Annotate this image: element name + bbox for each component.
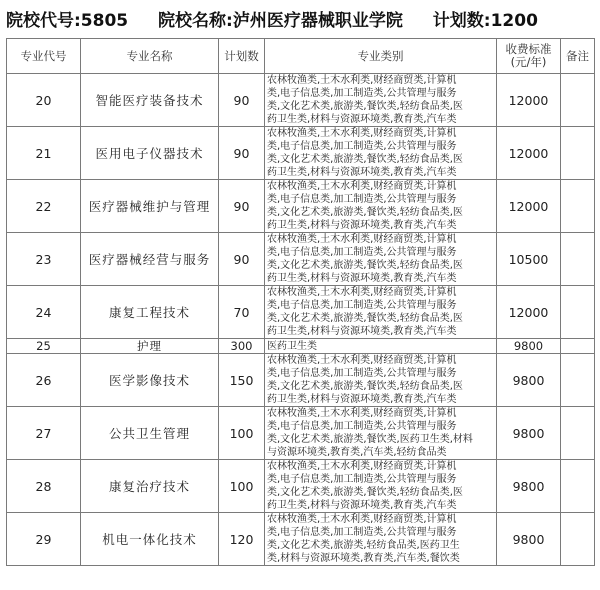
category-line: 类,电子信息类,加工制造类,公共管理与服务 [267,527,457,538]
major-code-cell: 21 [7,127,81,180]
major-name-cell: 护理 [81,339,219,354]
major-name-cell: 机电一体化技术 [81,513,219,566]
category-line: 医药卫生类 [267,340,317,352]
category-line: 类,电子信息类,加工制造类,公共管理与服务 [267,88,457,99]
remark-cell [561,407,595,460]
category-line: 类,文化艺术类,旅游类,餐饮类,轻纺食品类,医 [267,313,463,324]
col-header-count: 计划数 [219,39,265,74]
category-cell [265,233,497,286]
fee-cell: 9800 [497,513,561,566]
category-line: 药卫生类,材料与资源环境类,教育类,汽车类 [267,114,457,125]
school-name: 院校名称:泸州医疗器械职业学院 [158,11,403,31]
major-code-cell: 20 [7,74,81,127]
plan-count-cell: 90 [219,233,265,286]
school-code: 院校代号:5805 [6,11,129,31]
remark-cell [561,339,595,354]
remark-cell [561,74,595,127]
plan-count-cell: 100 [219,407,265,460]
category-line: 农林牧渔类,土木水利类,财经商贸类,计算机 [267,234,457,245]
major-code-cell: 27 [7,407,81,460]
table-header-row [7,39,595,74]
major-name-cell: 康复工程技术 [81,286,219,339]
category-line: 类,文化艺术类,旅游类,餐饮类,医药卫生类,材料 [267,434,473,445]
page-header [6,6,594,34]
col-header-category: 专业类别 [265,39,497,74]
category-line: 类,文化艺术类,旅游类,餐饮类,轻纺食品类,医 [267,487,463,498]
col-header-code: 专业代号 [7,39,81,74]
category-line: 农林牧渔类,土木水利类,财经商贸类,计算机 [267,408,457,419]
major-name-cell: 智能医疗装备技术 [81,74,219,127]
category-cell [265,74,497,127]
category-line: 农林牧渔类,土木水利类,财经商贸类,计算机 [267,461,457,472]
category-line: 类,电子信息类,加工制造类,公共管理与服务 [267,141,457,152]
table-row [7,286,595,339]
category-line: 类,电子信息类,加工制造类,公共管理与服务 [267,194,457,205]
table-row [7,354,595,407]
category-line: 农林牧渔类,土木水利类,财经商贸类,计算机 [267,181,457,192]
table-row [7,74,595,127]
col-header-name: 专业名称 [81,39,219,74]
major-code-cell: 26 [7,354,81,407]
category-line: 类,电子信息类,加工制造类,公共管理与服务 [267,474,457,485]
table-row [7,233,595,286]
table-row [7,339,595,354]
plan-count-cell: 70 [219,286,265,339]
plan-count-cell: 90 [219,127,265,180]
fee-cell: 9800 [497,407,561,460]
table-body [7,74,595,566]
category-cell [265,127,497,180]
category-cell [265,354,497,407]
category-cell [265,180,497,233]
major-name-cell: 医用电子仪器技术 [81,127,219,180]
category-cell [265,407,497,460]
major-code-cell: 25 [7,339,81,354]
plan-count-cell: 150 [219,354,265,407]
major-code-cell: 22 [7,180,81,233]
major-code-cell: 28 [7,460,81,513]
category-line: 类,文化艺术类,旅游类,餐饮类,轻纺食品类,医 [267,101,463,112]
category-line: 类,文化艺术类,旅游类,餐饮类,轻纺食品类,医 [267,207,463,218]
fee-cell: 12000 [497,127,561,180]
plan-count-cell: 300 [219,339,265,354]
category-line: 类,电子信息类,加工制造类,公共管理与服务 [267,247,457,258]
category-line: 药卫生类,材料与资源环境类,教育类,汽车类 [267,273,457,284]
category-line: 药卫生类,材料与资源环境类,教育类,汽车类 [267,220,457,231]
fee-cell: 9800 [497,354,561,407]
category-cell [265,339,497,354]
category-line: 药卫生类,材料与资源环境类,教育类,汽车类 [267,167,457,178]
plan-count: 计划数:1200 [432,11,538,31]
col-header-fee: 收费标准 (元/年) [497,39,561,74]
category-line: 类,材料与资源环境类,教育类,汽车类,餐饮类 [267,553,460,564]
major-name-cell: 医疗器械经营与服务 [81,233,219,286]
table-row [7,127,595,180]
remark-cell [561,286,595,339]
category-line: 药卫生类,材料与资源环境类,教育类,汽车类 [267,500,457,511]
plan-count-cell: 90 [219,74,265,127]
plan-count-cell: 100 [219,460,265,513]
category-cell [265,286,497,339]
category-line: 农林牧渔类,土木水利类,财经商贸类,计算机 [267,75,457,86]
category-line: 农林牧渔类,土木水利类,财经商贸类,计算机 [267,514,457,525]
major-name-cell: 医学影像技术 [81,354,219,407]
major-code-cell: 29 [7,513,81,566]
fee-cell: 9800 [497,460,561,513]
remark-cell [561,354,595,407]
category-line: 类,文化艺术类,旅游类,餐饮类,轻纺食品类,医 [267,381,463,392]
remark-cell [561,233,595,286]
table-row [7,460,595,513]
fee-cell: 12000 [497,286,561,339]
table-row [7,407,595,460]
fee-cell: 12000 [497,180,561,233]
plan-count-cell: 90 [219,180,265,233]
category-line: 类,文化艺术类,旅游类,餐饮类,轻纺食品类,医 [267,260,463,271]
fee-cell: 9800 [497,339,561,354]
category-line: 药卫生类,材料与资源环境类,教育类,汽车类 [267,326,457,337]
category-line: 农林牧渔类,土木水利类,财经商贸类,计算机 [267,287,457,298]
category-line: 药卫生类,材料与资源环境类,教育类,汽车类 [267,394,457,405]
col-header-remark: 备注 [561,39,595,74]
table-row [7,180,595,233]
category-line: 类,文化艺术类,旅游类,轻纺食品类,医药卫生 [267,540,460,551]
category-cell [265,513,497,566]
major-code-cell: 23 [7,233,81,286]
major-name-cell: 医疗器械维护与管理 [81,180,219,233]
category-cell [265,460,497,513]
major-code-cell: 24 [7,286,81,339]
major-name-cell: 公共卫生管理 [81,407,219,460]
remark-cell [561,513,595,566]
fee-cell: 12000 [497,74,561,127]
major-table [6,38,595,566]
fee-cell: 10500 [497,233,561,286]
category-line: 类,电子信息类,加工制造类,公共管理与服务 [267,368,457,379]
category-line: 类,电子信息类,加工制造类,公共管理与服务 [267,421,457,432]
category-line: 类,文化艺术类,旅游类,餐饮类,轻纺食品类,医 [267,154,463,165]
category-line: 农林牧渔类,土木水利类,财经商贸类,计算机 [267,128,457,139]
table-row [7,513,595,566]
remark-cell [561,460,595,513]
remark-cell [561,180,595,233]
category-line: 类,电子信息类,加工制造类,公共管理与服务 [267,300,457,311]
category-line: 与资源环境类,教育类,汽车类,轻纺食品类 [267,447,447,458]
remark-cell [561,127,595,180]
major-name-cell: 康复治疗技术 [81,460,219,513]
category-line: 农林牧渔类,土木水利类,财经商贸类,计算机 [267,355,457,366]
plan-count-cell: 120 [219,513,265,566]
